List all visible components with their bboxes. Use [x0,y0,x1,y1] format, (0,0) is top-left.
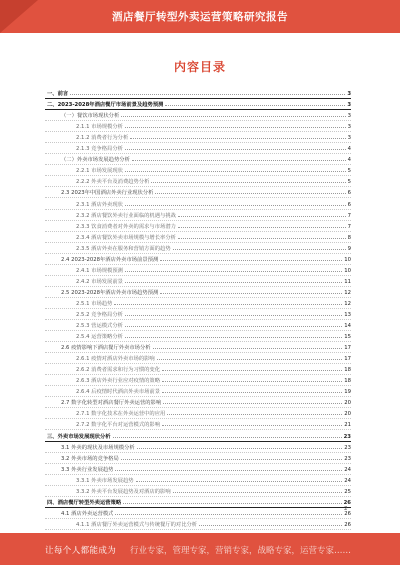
toc-entry-title: 2.2.1 市场发展现状 [76,168,123,175]
toc-entry[interactable] [45,154,351,165]
toc-entry-page: 18 [344,378,351,385]
toc-entry[interactable] [45,442,351,453]
toc-entry[interactable] [45,121,351,132]
toc-leader-dots [123,503,341,504]
toc-leader-dots [125,337,342,338]
footer-bar [0,533,400,565]
toc-leader-dots [115,470,342,471]
toc-entry-title: 三、外卖市场发展现状分析 [47,433,111,440]
toc-entry-title: 2.3 2023年中国酒店外卖行业现状分析 [61,190,154,197]
toc-leader-dots [115,514,342,515]
toc-entry-page: 9 [347,245,351,252]
toc-entry-title: 3.3.1 外卖市场发展趋势 [76,477,134,484]
toc-entry-page: 26 [343,499,351,506]
toc-entry[interactable] [45,165,351,176]
toc-entry-page: 4 [347,157,351,164]
toc-heading: 内容目录 [173,60,226,74]
toc-leader-dots [125,149,346,150]
toc-entry-title: 2.7.2 数字化平台对运营模式的影响 [76,422,161,429]
toc-leader-dots [162,392,342,393]
toc-leader-dots [173,492,343,493]
toc-leader-dots [178,216,346,217]
toc-entry[interactable] [45,353,351,364]
toc-entry[interactable] [45,309,351,320]
header-bar [0,0,400,33]
toc-entry-page: 11 [344,278,351,285]
toc-leader-dots [121,116,345,117]
toc-entry-title: 二、2023-2028年酒店餐厅市场前景及趋势预测 [47,102,164,109]
toc-leader-dots [114,304,342,305]
toc-entry-title: 2.3.1 酒店外卖现状 [76,201,123,208]
toc-entry-title: 2.6.1 疫情对酒店外卖市场的影响 [76,356,155,363]
footer-tagline: 行业专家，管理专家，营销专家，战略专家，运营专家…… [130,546,352,556]
toc-entry[interactable] [45,187,351,198]
toc-entry-title: 2.2.2 外卖平台及消费趋势分析 [76,179,150,186]
toc-entry-page: 23 [344,444,351,451]
toc-entry[interactable] [45,198,351,209]
toc-entry-title: （一）餐饮市场现状分析 [61,113,120,120]
toc-entry[interactable] [45,397,351,408]
toc-entry-page: 4 [347,146,351,153]
toc-entry-page: 20 [344,400,351,407]
toc-entry-title: 2.4.2 市场发展前景 [76,278,123,285]
toc-entry-title: 2.6.3 酒店外卖行业应对疫情的策略 [76,378,161,385]
toc-entry-title: 2.5 2023-2028年酒店外卖市场趋势预测 [61,289,159,296]
toc-entry-page: 12 [344,289,351,296]
toc-leader-dots [157,359,343,360]
toc-entry-page: 24 [344,466,351,473]
toc-entry-title: 四、酒店餐厅转型外卖运营策略 [47,499,122,506]
toc-leader-dots [125,271,342,272]
toc-entry-title: 2.3.4 酒店餐饮外卖市场规模与增长率分析 [76,234,176,241]
toc-leader-dots [199,525,342,526]
toc-entry[interactable] [45,375,351,386]
toc-entry-page: 6 [347,201,351,208]
toc-entry-title: 2.1.3 竞争格局分析 [76,146,123,153]
table-of-contents [45,88,351,530]
toc-entry-page: 5 [347,179,351,186]
toc-entry-page: 7 [347,212,351,219]
document-title: 酒店餐厅转型外卖运营策略研究报告 [112,11,288,23]
toc-entry[interactable] [45,210,351,221]
toc-entry-title: 4.1.1 酒店餐厅外卖运营模式与传统餐厅的对比分析 [76,521,198,528]
toc-entry-title: 4.1 酒店外卖运营模式 [61,510,114,517]
toc-leader-dots [162,370,342,371]
toc-leader-dots [130,138,345,139]
toc-entry-page: 15 [344,334,351,341]
toc-entry[interactable] [45,298,351,309]
toc-entry[interactable] [45,430,351,441]
toc-entry-title: 2.5.2 竞争格局分析 [76,311,123,318]
toc-leader-dots [160,293,342,294]
toc-leader-dots [153,348,343,349]
toc-entry-title: 2.7 数字化转型对酒店餐厅外卖运营的影响 [61,400,162,407]
toc-entry-title: 一、前言 [47,91,69,98]
toc-entry-title: 2.5.1 市场趋势 [76,300,113,307]
toc-leader-dots [70,94,345,95]
toc-entry[interactable] [45,497,351,508]
toc-entry-page: 25 [344,488,351,495]
toc-leader-dots [173,249,346,250]
toc-entry-title: 3.2 外卖市场的竞争格局 [61,455,119,462]
toc-entry-title: 2.4.1 市场规模预测 [76,267,123,274]
toc-entry[interactable] [45,519,351,530]
toc-entry-title: 2.3.5 酒店外卖在服务和营销方面的趋势 [76,245,171,252]
toc-entry[interactable] [45,453,351,464]
toc-entry-page: 3 [347,124,351,131]
toc-entry[interactable] [45,486,351,497]
toc-leader-dots [162,381,342,382]
toc-entry-page: 6 [347,190,351,197]
toc-entry[interactable] [45,132,351,143]
toc-entry[interactable] [45,276,351,287]
toc-leader-dots [163,403,342,404]
toc-entry-title: 2.5.3 营运模式分析 [76,323,123,330]
toc-entry-page: 24 [344,477,351,484]
toc-leader-dots [155,193,345,194]
toc-entry-title: 2.4 2023-2028年酒店外卖市场前景预测 [61,256,159,263]
toc-entry[interactable] [45,265,351,276]
toc-leader-dots [125,205,346,206]
toc-entry-page: 13 [344,311,351,318]
toc-leader-dots [167,414,342,415]
toc-entry[interactable] [45,110,351,121]
toc-entry[interactable] [45,254,351,265]
toc-entry-title: 2.3.3 饮食消费者对外卖的需求与市场潜力 [76,223,176,230]
toc-leader-dots [132,160,346,161]
toc-entry-page: 3 [347,102,351,109]
toc-entry-page: 20 [344,411,351,418]
toc-entry-page: 17 [344,356,351,363]
toc-leader-dots [125,171,346,172]
toc-entry[interactable] [45,386,351,397]
toc-entry[interactable] [45,464,351,475]
toc-leader-dots [165,105,345,106]
toc-entry[interactable] [45,364,351,375]
toc-entry[interactable] [45,221,351,232]
toc-entry[interactable] [45,508,351,519]
toc-entry-title: 2.1.1 市场规模分析 [76,124,123,131]
toc-entry-title: （二）外卖市场发展趋势分析 [61,157,130,164]
toc-entry-title: 2.6 疫情影响下酒店餐厅外卖市场分析 [61,345,151,352]
toc-entry-page: 3 [347,135,351,142]
toc-leader-dots [136,481,343,482]
toc-entry-title: 2.6.2 消费者需求和行为习惯的变化 [76,367,161,374]
toc-entry-page: 17 [344,345,351,352]
toc-leader-dots [113,437,342,438]
toc-entry[interactable] [45,232,351,243]
toc-entry-title: 3.3.2 外卖平台发展趋势及对酒店的影响 [76,488,171,495]
toc-leader-dots [162,425,342,426]
toc-entry-title: 2.5.4 运营策略分析 [76,334,123,341]
toc-leader-dots [125,282,342,283]
toc-entry-page: 23 [344,455,351,462]
footer-slogan: 让每个人都能成为 [45,546,117,556]
toc-entry-page: 5 [347,168,351,175]
toc-entry-page: 10 [344,267,351,274]
toc-entry[interactable] [45,243,351,254]
toc-entry[interactable] [45,320,351,331]
toc-leader-dots [137,448,343,449]
toc-entry-title: 2.1.2 消费者行为分析 [76,135,129,142]
toc-leader-dots [151,182,345,183]
toc-leader-dots [125,326,342,327]
toc-entry[interactable] [45,419,351,430]
toc-entry[interactable] [45,88,351,99]
toc-entry[interactable] [45,408,351,419]
page-number: 2 [344,506,348,512]
toc-entry-page: 18 [344,367,351,374]
toc-entry[interactable] [45,342,351,353]
toc-leader-dots [125,127,346,128]
toc-entry-title: 2.6.4 后疫情时代酒店外卖市场前景 [76,389,161,396]
toc-entry-page: 8 [347,234,351,241]
toc-leader-dots [160,260,342,261]
toc-entry-page: 10 [344,256,351,263]
toc-entry-page: 14 [344,323,351,330]
toc-entry-page: 19 [344,389,351,396]
toc-entry-page: 21 [344,422,351,429]
toc-entry-page: 23 [343,433,351,440]
toc-entry-page: 3 [347,91,351,98]
toc-entry[interactable] [45,99,351,110]
toc-entry-page: 3 [347,113,351,120]
toc-entry[interactable] [45,331,351,342]
toc-entry-title: 3.1 外卖的现状及市场规模分析 [61,444,135,451]
toc-leader-dots [178,238,346,239]
toc-entry[interactable] [45,287,351,298]
toc-entry-title: 2.3.2 酒店餐饮外卖行业面临的机遇与挑战 [76,212,176,219]
toc-entry-page: 12 [344,300,351,307]
toc-entry[interactable] [45,143,351,154]
toc-entry[interactable] [45,176,351,187]
toc-entry-page: 26 [344,510,351,517]
toc-entry[interactable] [45,475,351,486]
toc-entry-title: 2.7.1 数字化技术在外卖运营中的应用 [76,411,166,418]
toc-entry-title: 3.3 外卖行业发展趋势 [61,466,114,473]
toc-leader-dots [121,459,342,460]
toc-entry-page: 7 [347,223,351,230]
toc-leader-dots [178,227,346,228]
toc-entry-page: 26 [344,521,351,528]
toc-leader-dots [125,315,342,316]
